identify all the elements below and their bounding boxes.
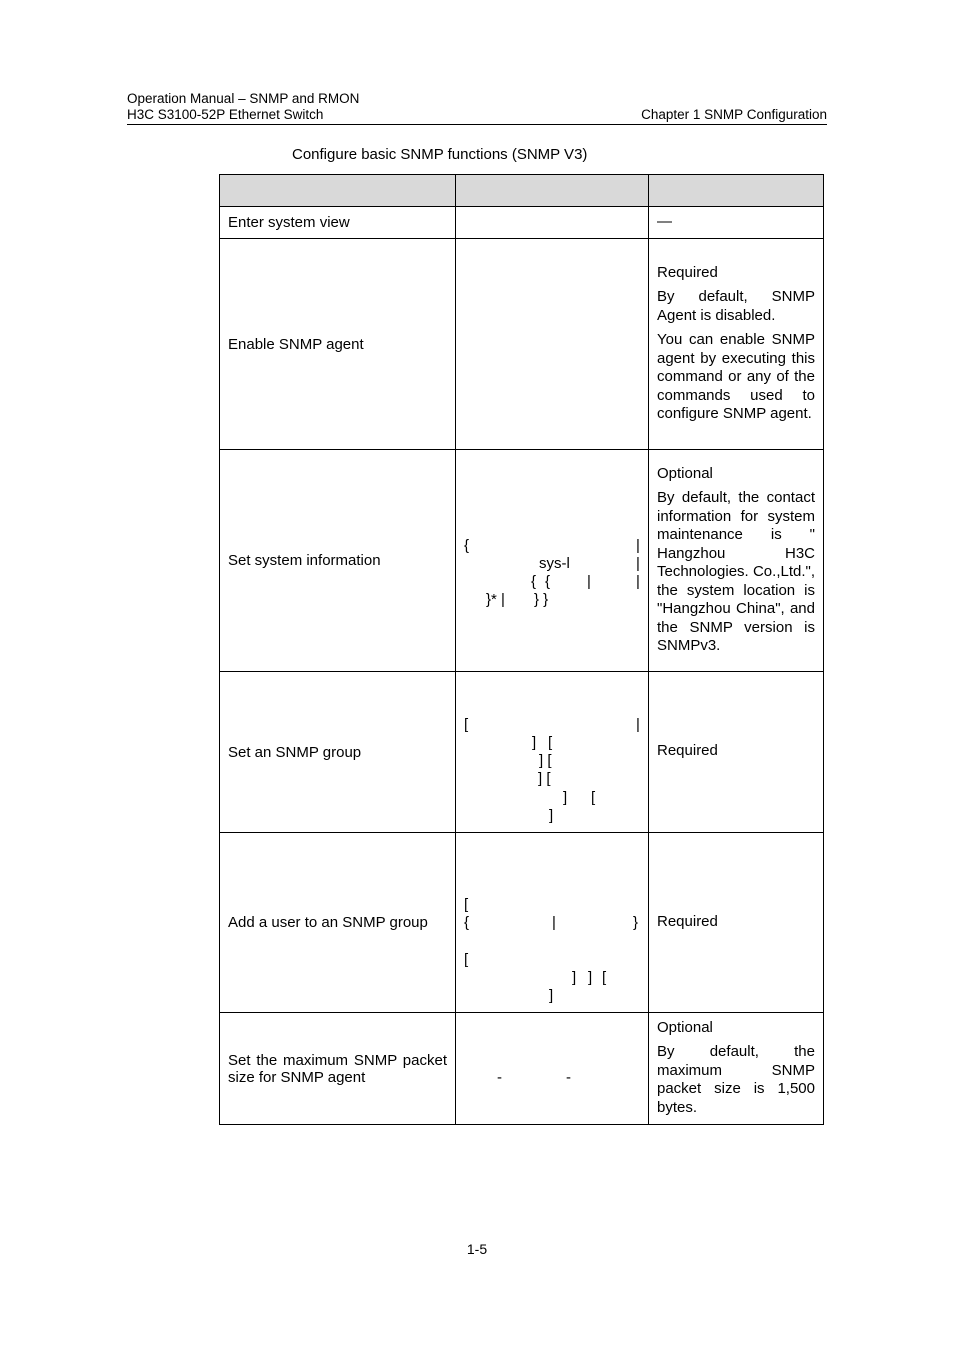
operation-cell: Set an SNMP group	[220, 672, 456, 833]
command-glyph: ]	[572, 969, 577, 986]
operation-cell: Enter system view	[220, 207, 456, 239]
remark-text: Required	[657, 263, 718, 281]
table-row	[220, 672, 824, 833]
command-glyph: |	[587, 573, 591, 590]
command-glyph: ]	[563, 789, 568, 806]
command-glyph: {	[531, 573, 537, 590]
command-glyph: [	[548, 734, 553, 751]
remarks-cell	[649, 833, 824, 1013]
remarks-cell	[649, 450, 824, 672]
table-row	[220, 1013, 824, 1125]
command-glyph: ]	[549, 987, 554, 1004]
command-glyph: sys-l	[539, 555, 570, 572]
command-glyph: ]	[532, 734, 537, 751]
command-glyph: {	[464, 537, 470, 554]
command-glyph: |	[552, 914, 556, 931]
header-rule	[127, 124, 827, 125]
command-cell	[456, 672, 649, 833]
operation-cell: Enable SNMP agent	[220, 239, 456, 450]
command-cell	[456, 450, 649, 672]
remark-text: You can enable SNMP agent by executing this command or any of the commands used to configure SNMP agent.	[657, 331, 815, 422]
command-glyph: [	[464, 951, 469, 968]
command-glyph: |	[636, 555, 640, 572]
command-glyph: {	[545, 573, 551, 590]
remark-text: By default, the contact information for system maintenance is " Hangzhou H3C Technologies. Co.,Ltd.", the system location is "Hangzhou China", and the SNMP version is SNMPv3.	[657, 489, 815, 654]
command-glyph: [	[464, 716, 469, 733]
command-glyph: ]	[588, 969, 593, 986]
remark-text: Optional	[657, 1018, 713, 1036]
remarks-cell	[649, 239, 824, 450]
command-glyph: ] [	[539, 752, 552, 769]
command-glyph: [	[591, 789, 596, 806]
table-row	[220, 207, 824, 239]
column-header-remarks	[649, 175, 824, 207]
command-glyph: |	[636, 537, 640, 554]
remark-text: Required	[657, 742, 718, 760]
remark-text: —	[657, 212, 672, 230]
command-glyph: [	[464, 896, 469, 913]
remarks-cell	[649, 1013, 824, 1125]
command-cell	[456, 833, 649, 1013]
operation-cell: Set system information	[220, 450, 456, 672]
remark-text: Required	[657, 912, 718, 930]
remark-text: By default, SNMP Agent is disabled.	[657, 288, 815, 324]
header-product-name: H3C S3100-52P Ethernet Switch	[127, 107, 324, 122]
remarks-cell	[649, 672, 824, 833]
command-glyph: }	[633, 914, 639, 931]
table-header-row	[220, 175, 824, 207]
remark-text: Optional	[657, 464, 713, 482]
command-cell	[456, 1013, 649, 1125]
column-header-command	[456, 175, 649, 207]
command-cell	[456, 207, 649, 239]
command-glyph: ] [	[538, 770, 551, 787]
command-cell	[456, 239, 649, 450]
column-header-operation	[220, 175, 456, 207]
config-table	[219, 174, 824, 1125]
command-glyph: {	[464, 914, 470, 931]
remark-text: By default, the maximum SNMP packet size is 1,500 bytes.	[657, 1043, 815, 1116]
remarks-cell	[649, 207, 824, 239]
header-chapter: Chapter 1 SNMP Configuration	[641, 107, 827, 122]
table-row	[220, 450, 824, 672]
operation-cell: Set the maximum SNMP packet size for SNMP agent	[220, 1013, 456, 1125]
table-row	[220, 833, 824, 1013]
command-glyph: ]	[549, 807, 554, 824]
header-manual-title: Operation Manual – SNMP and RMON	[127, 91, 360, 106]
command-glyph: } }	[534, 591, 549, 608]
table-caption: Configure basic SNMP functions (SNMP V3)	[292, 146, 588, 163]
page-number: 1-5	[466, 1241, 488, 1257]
operation-cell: Add a user to an SNMP group	[220, 833, 456, 1013]
command-glyph: -	[566, 1069, 571, 1086]
command-glyph: -	[497, 1069, 502, 1086]
command-glyph: }* |	[486, 591, 505, 608]
command-glyph: |	[636, 716, 640, 733]
table-row	[220, 239, 824, 450]
command-glyph: |	[636, 573, 640, 590]
command-glyph: [	[602, 969, 607, 986]
